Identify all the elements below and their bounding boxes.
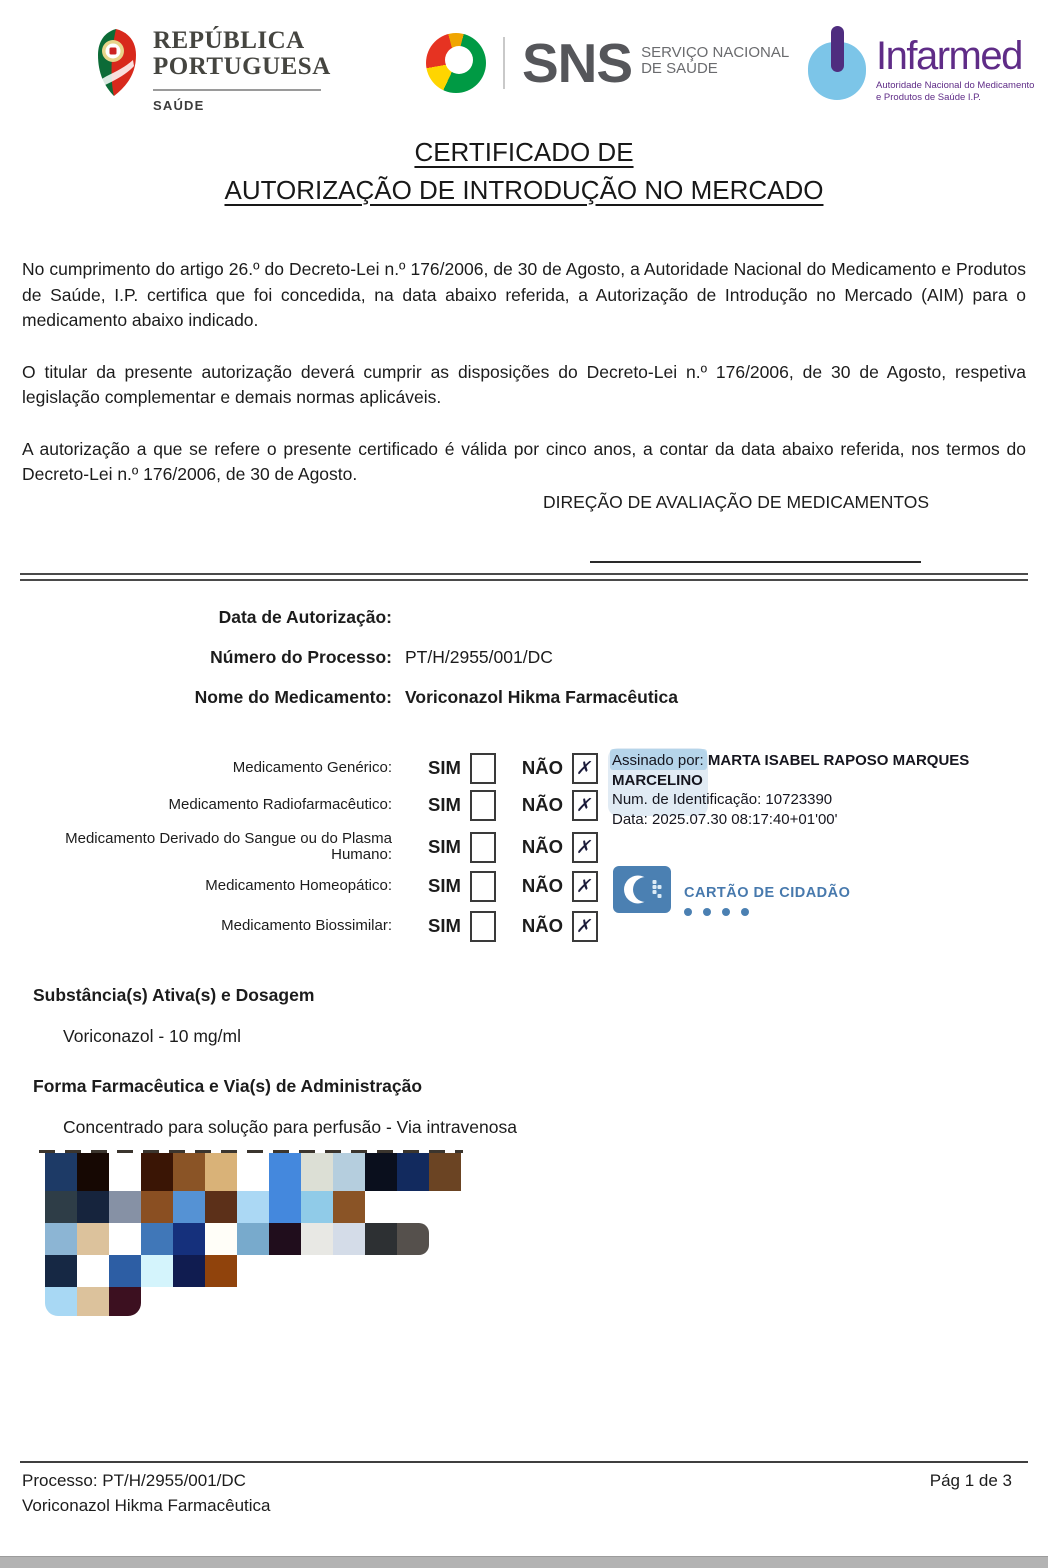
checkbox-row-generico: [30, 748, 620, 788]
checkbox-label: Medicamento Genérico:: [232, 759, 392, 776]
mosaic-cell: [237, 1153, 269, 1191]
mosaic-cell: [45, 1153, 77, 1191]
sim-checkbox[interactable]: [470, 753, 496, 784]
mosaic-cell: [77, 1153, 109, 1191]
title-line2: AUTORIZAÇÃO DE INTRODUÇÃO NO MERCADO: [224, 175, 824, 205]
sim-label: SIM: [428, 836, 461, 857]
dot-icon: [703, 908, 711, 916]
sns-logo: [426, 33, 789, 93]
nao-checkbox[interactable]: [572, 832, 598, 863]
mosaic-cell: [237, 1191, 269, 1223]
sns-subtitle-line2: DE SAÚDE: [641, 60, 718, 77]
nao-checkbox[interactable]: [572, 790, 598, 821]
footer-page-number: Pág 1 de 3: [929, 1471, 1012, 1490]
mosaic-cell: [141, 1223, 173, 1255]
field-process-number: [30, 647, 790, 668]
mosaic-cell: [205, 1255, 237, 1287]
mosaic-cell: [45, 1287, 77, 1316]
citizen-card-icon: [613, 866, 671, 918]
nao-label: NÃO: [521, 836, 564, 857]
dot-icon: [684, 908, 692, 916]
sim-checkbox[interactable]: [470, 832, 496, 863]
checkbox-label: Medicamento Radiofarmacêutico:: [168, 796, 392, 813]
signer-name: MARTA ISABEL RAPOSO MARQUES MARCELINO: [612, 752, 970, 789]
citizen-card-label: CARTÃO DE CIDADÃO: [684, 885, 851, 901]
mosaic-cell: [77, 1287, 109, 1316]
mosaic-cell: [269, 1191, 301, 1223]
portugal-flag-icon: [95, 28, 139, 103]
cartao-de-cidadao-logo: [613, 866, 850, 918]
footer-rule: [20, 1461, 1028, 1463]
sim-label: SIM: [428, 794, 461, 815]
sim-checkbox[interactable]: [470, 790, 496, 821]
checkbox-row-radiofarmaceutico: [30, 785, 620, 825]
mosaic-cell: [205, 1223, 237, 1255]
infarmed-name: Infarmed: [876, 34, 1022, 78]
sim-label: SIM: [428, 915, 461, 936]
mosaic-cell: [237, 1223, 269, 1255]
nao-label: NÃO: [521, 875, 564, 896]
field-label: Número do Processo:: [210, 647, 392, 667]
mosaic-cell: [301, 1223, 333, 1255]
mosaic-cell: [173, 1191, 205, 1223]
signature-line: [590, 561, 921, 563]
nao-label: NÃO: [521, 794, 564, 815]
dot-icon: [741, 908, 749, 916]
sim-checkbox[interactable]: [470, 911, 496, 942]
field-medicine-name: [30, 687, 790, 708]
body-paragraphs: [22, 257, 1026, 514]
gov-ministry-label: SAÚDE: [153, 98, 205, 113]
checkbox-label: Medicamento Biossimilar:: [221, 917, 392, 934]
mosaic-cell: [77, 1191, 109, 1223]
redacted-image: [45, 1153, 461, 1316]
mosaic-cell: [109, 1223, 141, 1255]
section-divider-rule: [20, 573, 1028, 581]
mosaic-cell: [109, 1153, 141, 1191]
mosaic-cell: [365, 1153, 397, 1191]
nao-checkbox[interactable]: [572, 871, 598, 902]
republica-portuguesa-logo: [95, 28, 331, 113]
signer-id: Num. de Identificação: 10723390: [612, 791, 833, 808]
mosaic-cell: [333, 1153, 365, 1191]
signed-by-label: Assinado por:: [612, 752, 704, 769]
page-bottom-edge: [0, 1556, 1048, 1568]
section-heading-pharmaceutical-form: Forma Farmacêutica e Via(s) de Administração: [33, 1076, 423, 1096]
field-label: Nome do Medicamento:: [194, 687, 392, 707]
mosaic-cell: [269, 1223, 301, 1255]
checkbox-label: Medicamento Homeopático:: [205, 877, 392, 894]
section-content-substance: Voriconazol - 10 mg/ml: [63, 1026, 241, 1046]
mosaic-cell: [301, 1153, 333, 1191]
citizen-card-dots: [684, 908, 850, 916]
checkbox-row-homeopatico: [30, 866, 620, 906]
mosaic-cell: [397, 1153, 429, 1191]
check-mark: ✗: [575, 875, 595, 897]
sns-subtitle-line1: SERVIÇO NACIONAL: [641, 44, 790, 61]
sns-swirl-icon: [426, 33, 486, 93]
section-content-pharmaceutical-form: Concentrado para solução para perfusão - Via intravenosa: [63, 1117, 517, 1137]
mosaic-cell: [269, 1153, 301, 1191]
mosaic-cell: [77, 1255, 109, 1287]
mosaic-cell: [205, 1153, 237, 1191]
signature-date: Data: 2025.07.30 08:17:40+01'00': [612, 810, 838, 828]
mosaic-cell: [173, 1255, 205, 1287]
infarmed-logo: [806, 26, 1036, 118]
checkbox-row-biossimilar: [30, 906, 620, 946]
mosaic-cell: [109, 1191, 141, 1223]
check-mark: ✗: [575, 757, 595, 779]
mosaic-cell: [45, 1255, 77, 1287]
check-mark: ✗: [575, 836, 595, 858]
mosaic-cell: [173, 1223, 205, 1255]
field-label: Data de Autorização:: [218, 607, 392, 627]
mosaic-cell: [333, 1223, 365, 1255]
document-title: [0, 133, 1048, 209]
mosaic-cell: [109, 1287, 141, 1316]
gov-logo-divider: [153, 89, 321, 91]
paragraph-3: A autorização a que se refere o presente certificado é válida por cinco anos, a contar da data abaixo referida, nos termos do Decreto-Lei n.º 176/2006, de 30 de Agosto.: [22, 438, 1026, 484]
checkbox-row-derivado-sangue: [30, 824, 620, 870]
mosaic-cell: [141, 1153, 173, 1191]
nao-label: NÃO: [521, 915, 564, 936]
nao-checkbox[interactable]: [572, 753, 598, 784]
mosaic-cell: [205, 1191, 237, 1223]
mosaic-cell: [45, 1191, 77, 1223]
check-mark: ✗: [575, 915, 595, 937]
nao-label: NÃO: [521, 757, 564, 778]
sim-label: SIM: [428, 875, 461, 896]
checkbox-label: Medicamento Derivado do Sangue ou do Plasma Humano:: [65, 830, 392, 863]
direction-line: DIREÇÃO DE AVALIAÇÃO DE MEDICAMENTOS: [543, 492, 930, 512]
infarmed-subtitle-line2: e Produtos de Saúde I.P.: [876, 92, 981, 103]
paragraph-1: No cumprimento do artigo 26.º do Decreto-Lei n.º 176/2006, de 30 de Agosto, a Autoridade Nacional do Medicamento e Produtos de Saúde, I.P. certifica que foi concedida, na data abaixo referida, a Autorização de Introdução no Mercado (AIM) para o medicamento abaixo indicado.: [22, 259, 1026, 330]
mosaic-cell: [77, 1223, 109, 1255]
gov-name-line1: REPÚBLICA: [153, 27, 305, 54]
paragraph-2: O titular da presente autorização deverá cumprir as disposições do Decreto-Lei n.º 176/2006, de 30 de Agosto, respetiva legislação complementar e demais normas aplicáveis.: [22, 361, 1026, 407]
field-value: Voriconazol Hikma Farmacêutica: [405, 687, 678, 707]
sim-checkbox[interactable]: [470, 871, 496, 902]
mosaic-cell: [397, 1223, 429, 1255]
mosaic-cell: [45, 1223, 77, 1255]
digital-signature-block: [612, 751, 974, 829]
mosaic-cell: [429, 1153, 461, 1191]
nao-checkbox[interactable]: [572, 911, 598, 942]
sns-logo-divider: [503, 37, 505, 89]
check-mark: ✗: [575, 794, 595, 816]
mosaic-cell: [365, 1223, 397, 1255]
footer-process: Processo: PT/H/2955/001/DC: [22, 1471, 246, 1490]
mosaic-cell: [301, 1191, 333, 1223]
infarmed-bar-icon: [831, 26, 844, 72]
infarmed-subtitle-line1: Autoridade Nacional do Medicamento: [876, 80, 1035, 91]
mosaic-cell: [141, 1191, 173, 1223]
footer-product-name: Voriconazol Hikma Farmacêutica: [22, 1496, 271, 1515]
field-value: PT/H/2955/001/DC: [405, 647, 553, 667]
title-line1: CERTIFICADO DE: [414, 137, 634, 167]
mosaic-cell: [333, 1191, 365, 1223]
sns-acronym: SNS: [522, 31, 633, 94]
gov-name-line2: PORTUGUESA: [153, 53, 331, 80]
dot-icon: [722, 908, 730, 916]
mosaic-cell: [109, 1255, 141, 1287]
section-heading-substance: Substância(s) Ativa(s) e Dosagem: [33, 985, 315, 1005]
mosaic-cell: [141, 1255, 173, 1287]
mosaic-cell: [173, 1153, 205, 1191]
sim-label: SIM: [428, 757, 461, 778]
field-authorization-date: [30, 607, 790, 628]
